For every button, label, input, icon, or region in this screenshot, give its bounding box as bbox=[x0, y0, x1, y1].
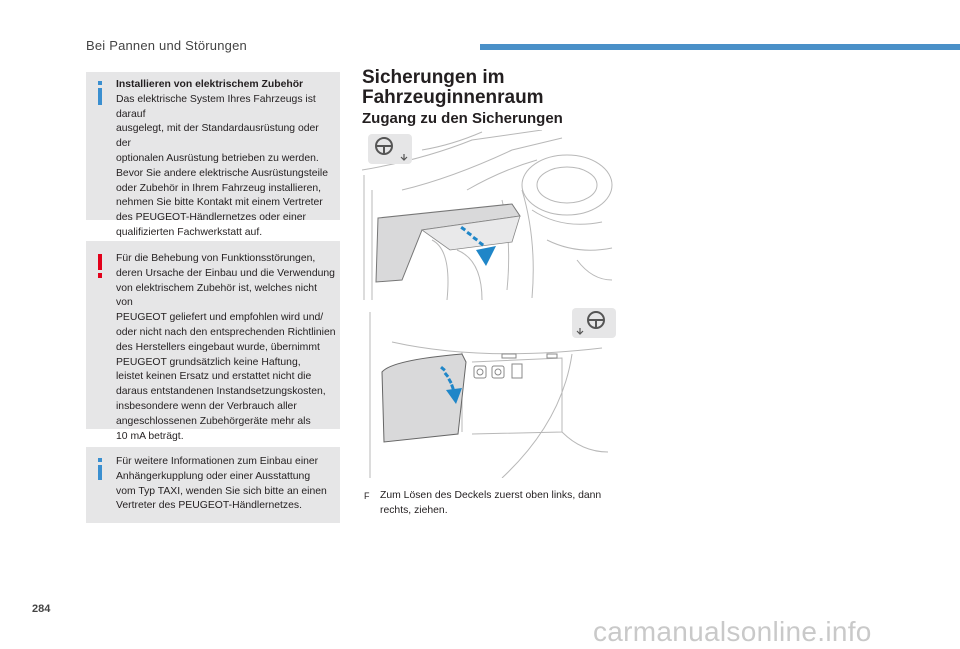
header-rule bbox=[480, 44, 960, 50]
info-icon bbox=[96, 81, 104, 111]
info-box-towbar-taxi bbox=[86, 447, 340, 523]
info-box-text: Das elektrische System Ihres Fahrzeugs ist darauf ausgelegt, mit der Standardausrüstung oder der optionalen Ausrüstung betrieben zu werden. Bevor Sie andere elektrische Ausrüstungsteile oder Zubehör in Ihrem Fahrzeug installieren, nehmen Sie bitte Kontakt mit einem Vertreter des PEUGEOT-Händlernetzes oder einer qualifizierten Fachwerkstatt auf. bbox=[116, 93, 328, 238]
page-subheading: Zugang zu den Sicherungen bbox=[362, 110, 563, 127]
left-hand-drive-steering-icon bbox=[368, 134, 412, 169]
instruction-text: Zum Lösen des Deckels zuerst oben links, dann rechts, ziehen. bbox=[380, 490, 602, 516]
step-bullet: F bbox=[364, 491, 370, 501]
info-icon bbox=[96, 456, 104, 486]
warning-icon bbox=[96, 254, 104, 284]
left-hand-drive-steering-icon bbox=[572, 308, 616, 343]
fuse-cover-closeup-illustration bbox=[362, 302, 616, 478]
info-box-title: Installieren von elektrischem Zubehör bbox=[116, 79, 304, 90]
dashboard-overview-illustration bbox=[362, 130, 616, 300]
watermark: carmanualsonline.info bbox=[593, 616, 872, 647]
instruction-step bbox=[364, 489, 620, 518]
info-box-text: Für weitere Informationen zum Einbau einer Anhängerkupplung oder einer Ausstattung vom Typ TAXI, wenden Sie sich bitte an einen Vertreter des PEUGEOT-Händlernetzes. bbox=[116, 456, 327, 512]
warning-box-text: Für die Behebung von Funktionsstörungen, deren Ursache der Einbau und die Verwendung von elektrischem Zubehör ist, welches nicht von PEUGEOT geliefert und empfohlen wird und/ oder nicht nach den entsprechenden Richtlinien des Herstellers eingebaut wurde, übernimmt PEUGEOT grundsätzlich keine Haftung, leistet keinen Ersatz und erstattet nicht die daraus entstandenen Instandsetzungskosten, insbesondere wenn der Verbrauch aller angeschlossenen Zubehörgeräte mehr als 10 mA beträgt. bbox=[116, 253, 336, 442]
page-number: 284 bbox=[32, 603, 51, 615]
section-title: Bei Pannen und Störungen bbox=[86, 38, 247, 53]
info-box-electrical-accessories bbox=[86, 72, 340, 238]
page-heading: Sicherungen im Fahrzeuginnenraum bbox=[362, 67, 544, 108]
warning-box-liability bbox=[86, 241, 340, 442]
